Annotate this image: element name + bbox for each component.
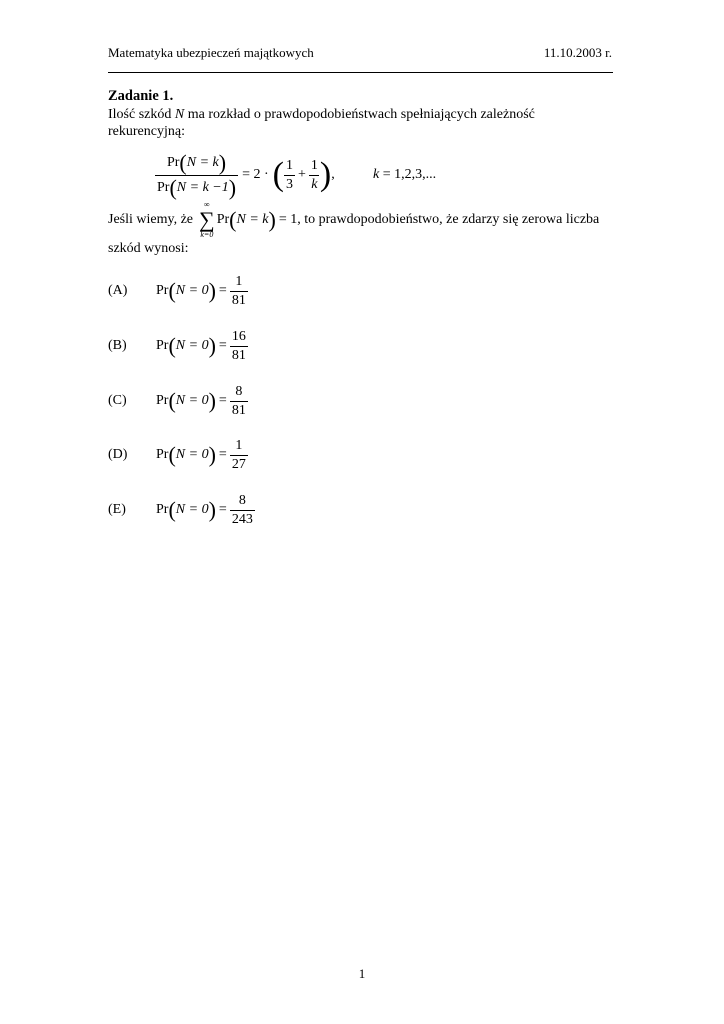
- paren-close: ): [208, 278, 216, 303]
- option-label: (B): [108, 338, 127, 353]
- event-n-eq-k: N = k: [236, 212, 269, 227]
- paren-open: (: [179, 149, 187, 175]
- option-expression: [156, 274, 248, 309]
- paren-open: (: [168, 497, 176, 522]
- numerator: 1: [285, 157, 293, 173]
- condition-line-2: szkód wynosi:: [108, 241, 189, 256]
- intro-text-2: ma rozkład o prawdopodobieństwach spełniających zależność rekurencyjną:: [108, 107, 535, 139]
- task-intro: [108, 106, 613, 140]
- ratio-denominator: [155, 175, 238, 199]
- equals-one: = 1: [278, 212, 298, 227]
- numerator: 1: [310, 157, 318, 173]
- paren-close: ): [218, 149, 227, 175]
- equals-sign: =: [218, 447, 227, 462]
- option-expression: [156, 329, 248, 364]
- equals-two: = 2 ·: [242, 167, 269, 182]
- k-range-values: = 1,2,3,...: [379, 167, 437, 182]
- condition-line: [108, 200, 599, 240]
- pr-label: Pr: [156, 338, 169, 353]
- paren-open: (: [168, 388, 176, 413]
- paren-open: (: [169, 174, 177, 200]
- denominator: 81: [231, 292, 246, 308]
- equals-sign: =: [218, 393, 227, 408]
- option-label: (D): [108, 447, 128, 462]
- numerator: 16: [231, 328, 246, 344]
- intro-text-1: Ilość szkód: [108, 107, 175, 122]
- numerator: 1: [235, 437, 243, 453]
- paren-close: ): [208, 442, 216, 467]
- event-n-eq-0: N = 0: [175, 502, 209, 517]
- task-title: Zadanie 1.: [108, 88, 174, 104]
- paren-open: (: [168, 442, 176, 467]
- fraction-one-third: [284, 158, 295, 193]
- event-n-eq-0: N = 0: [175, 338, 209, 353]
- plus-sign: +: [297, 167, 306, 182]
- recurrence-equation: [155, 149, 335, 200]
- option-expression: [156, 438, 248, 473]
- pr-label: Pr: [216, 212, 230, 227]
- denominator: 27: [231, 456, 246, 472]
- event-n-eq-0: N = 0: [175, 393, 209, 408]
- numerator: 8: [235, 383, 243, 399]
- paren-open: (: [229, 207, 237, 232]
- answer-option-d: [108, 435, 248, 475]
- big-paren-open: (: [272, 156, 284, 193]
- condition-text-before: Jeśli wiemy, że: [108, 212, 194, 227]
- page-number: 1: [358, 966, 366, 981]
- header-title: Matematyka ubezpieczeń majątkowych: [108, 45, 314, 60]
- pr-label: Pr: [166, 154, 180, 170]
- answer-option-c: [108, 381, 248, 421]
- event-n-eq-0: N = 0: [175, 283, 209, 298]
- equals-sign: =: [218, 502, 227, 517]
- k-range: [373, 167, 436, 183]
- denominator: 81: [231, 402, 246, 418]
- header-rule: [108, 72, 613, 73]
- sum-upper-limit: ∞: [204, 200, 210, 209]
- option-fraction: [230, 274, 248, 309]
- paren-close: ): [208, 388, 216, 413]
- pr-label: Pr: [156, 283, 169, 298]
- event-n-eq-k: N = k: [186, 154, 219, 170]
- option-expression: [156, 384, 248, 419]
- option-label: (C): [108, 393, 127, 408]
- sum-lower-limit: k=0: [200, 230, 214, 239]
- k-variable: k: [373, 167, 380, 182]
- option-fraction: [230, 329, 248, 364]
- option-label: (E): [108, 502, 126, 517]
- pr-label: Pr: [156, 393, 169, 408]
- equals-sign: =: [218, 283, 227, 298]
- big-paren-close: ): [319, 156, 332, 193]
- intro-variable-n: N: [174, 107, 185, 122]
- denominator: k: [311, 176, 318, 192]
- numerator: 8: [238, 492, 246, 508]
- paren-close: ): [228, 174, 237, 200]
- denominator: 81: [231, 347, 246, 363]
- paren-close: ): [208, 497, 216, 522]
- answer-option-b: [108, 326, 248, 366]
- event-n-eq-k-minus-1: N = k −1: [176, 179, 229, 195]
- event-n-eq-0: N = 0: [175, 447, 209, 462]
- paren-close: ): [268, 207, 276, 232]
- summation: [199, 200, 215, 240]
- comma: ,: [331, 167, 335, 182]
- option-fraction: [230, 438, 248, 473]
- option-expression: [156, 493, 255, 528]
- option-fraction: [230, 384, 248, 419]
- paren-open: (: [168, 278, 176, 303]
- option-label: (A): [108, 283, 128, 298]
- answer-option-a: [108, 271, 248, 311]
- fraction-one-over-k: [309, 158, 320, 193]
- denominator: 243: [231, 511, 253, 527]
- condition-text-after: , to prawdopodobieństwo, że zdarzy się zerowa liczba: [297, 212, 600, 227]
- answer-option-e: [108, 490, 255, 530]
- ratio-numerator: [165, 149, 228, 175]
- sum-symbol: ∑: [199, 207, 215, 232]
- header-date: 11.10.2003 r.: [543, 45, 612, 60]
- paren-open: (: [168, 333, 176, 358]
- pr-label: Pr: [156, 502, 169, 517]
- ratio-fraction: [155, 149, 238, 200]
- pr-label: Pr: [157, 179, 170, 195]
- paren-close: ): [208, 333, 216, 358]
- pr-label: Pr: [156, 447, 169, 462]
- option-fraction: [230, 493, 255, 528]
- denominator: 3: [285, 176, 293, 192]
- numerator: 1: [235, 273, 243, 289]
- equals-sign: =: [218, 338, 227, 353]
